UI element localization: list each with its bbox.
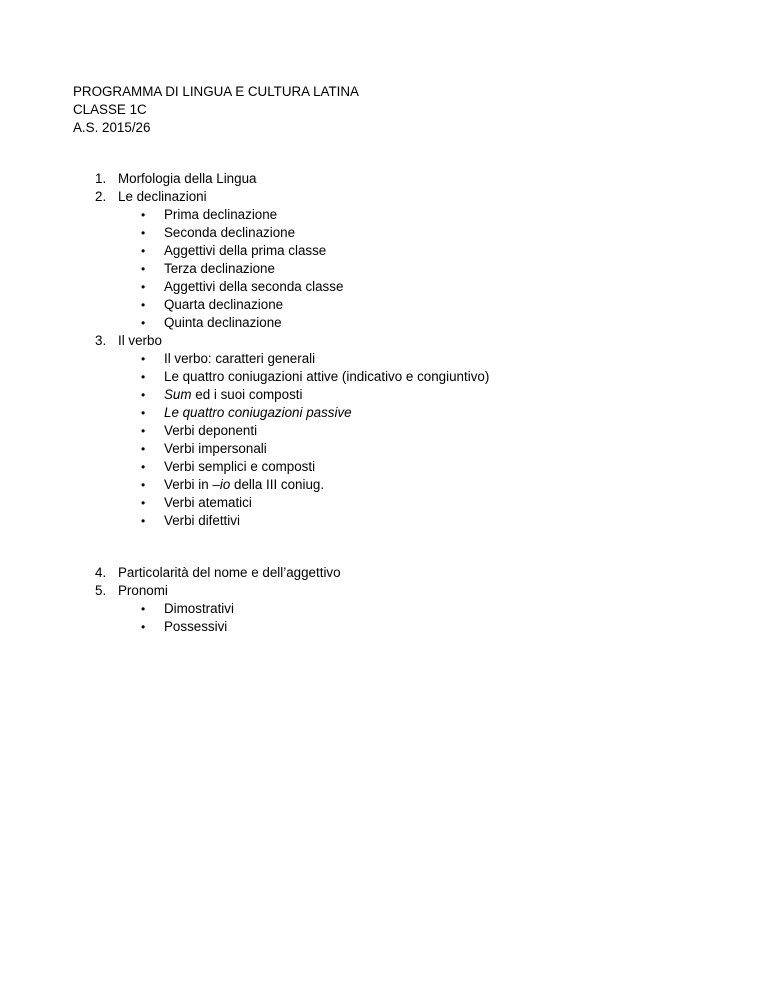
section-1-label: Morfologia della Lingua [118,171,257,186]
list-item: • Verbi difettivi [141,513,240,528]
list-item: • Dimostrativi [141,601,234,616]
list-item: • Aggettivi della seconda classe [141,279,344,294]
section-5: 5. Pronomi [95,583,168,598]
list-item: • Quinta declinazione [141,315,282,330]
list-item: • Aggettivi della prima classe [141,243,327,258]
list-item: • Le quattro coniugazioni passive [141,405,352,420]
list-item: • Quarta declinazione [141,297,284,312]
list-item: • Verbi impersonali [141,441,267,456]
list-item: • Il verbo: caratteri generali [141,351,316,366]
list-item: • Le quattro coniugazioni attive (indicativo e congiuntivo) [141,369,490,384]
program-title: PROGRAMMA DI LINGUA E CULTURA LATINA [73,84,359,99]
section-5-label: Pronomi [118,583,168,598]
list-item: • Prima declinazione [141,207,278,222]
section-4-label: Particolarità del nome e dell’aggettivo [118,565,341,580]
list-item: • Verbi atematici [141,495,252,510]
section-4: 4. Particolarità del nome e dell’aggettivo [95,565,341,580]
list-item: • Verbi in –io della III coniug. [141,477,325,492]
list-item: • Verbi semplici e composti [141,459,316,474]
list-item: • Seconda declinazione [141,225,296,240]
section-1: 1. Morfologia della Lingua [95,171,257,186]
list-item: • Possessivi [141,619,228,634]
section-3-label: Il verbo [118,333,162,348]
list-item: • Sum ed i suoi composti [141,387,303,402]
list-item: • Verbi deponenti [141,423,258,438]
section-3: 3. Il verbo [95,333,162,348]
section-2-label: Le declinazioni [118,189,207,204]
list-item: • Terza declinazione [141,261,275,276]
class-label: CLASSE 1C [73,102,147,117]
school-year: A.S. 2015/26 [73,120,151,135]
section-2: 2. Le declinazioni [95,189,207,204]
document-header [73,83,359,137]
